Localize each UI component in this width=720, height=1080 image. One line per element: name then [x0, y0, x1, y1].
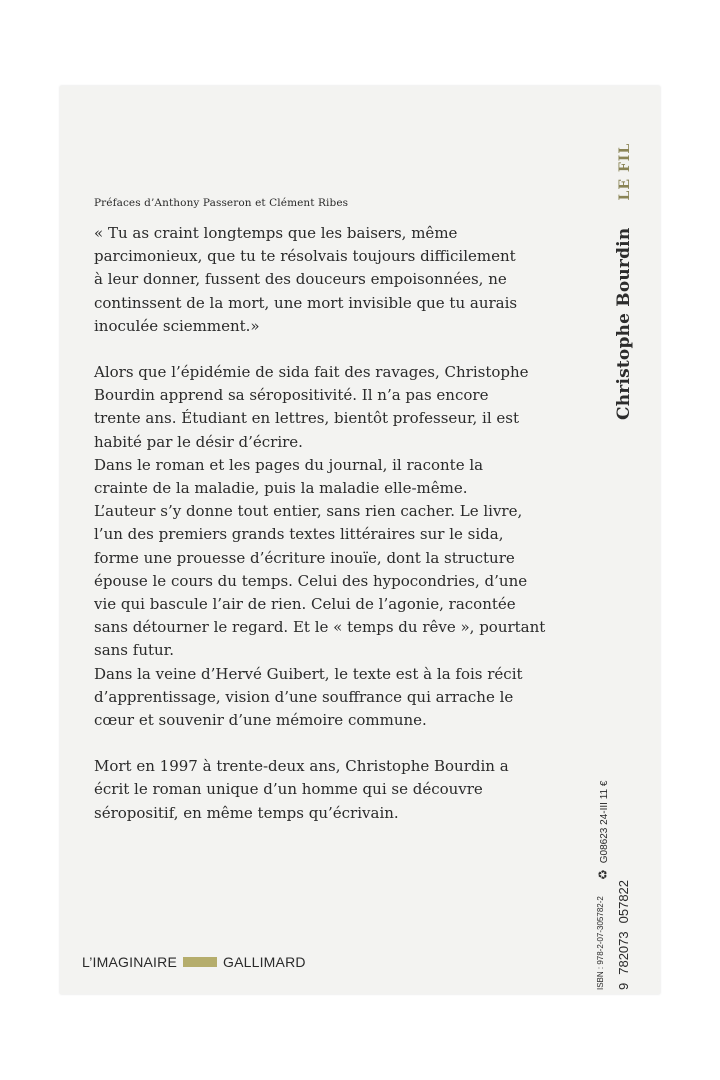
text-line: écrit le roman unique d’un homme qui se découvre	[94, 780, 483, 799]
text-line: continssent de la mort, une mort invisible que tu aurais	[94, 293, 518, 312]
isbn-number: ISBN : 978-2-07-305782-2	[596, 896, 605, 990]
spine-author: Christophe Bourdin	[614, 227, 634, 420]
summary-paragraph	[94, 361, 564, 732]
text-line: Dans la veine d’Hervé Guibert, le texte est à la fois récit	[94, 664, 523, 683]
quote-paragraph	[94, 222, 564, 338]
product-code: G08623 24-III 11 €	[599, 780, 610, 864]
text-line: sans futur.	[94, 641, 174, 660]
text-line: habité par le désir d’écrire.	[94, 432, 303, 451]
text-line: l’un des premiers grands textes littéraires sur le sida,	[94, 525, 504, 544]
collection-name: L’IMAGINAIRE	[82, 954, 177, 970]
text-line: vie qui bascule l’air de rien. Celui de l’agonie, racontée	[94, 595, 516, 614]
preface-credit: Préfaces d’Anthony Passeron et Clément Ribes	[94, 197, 349, 209]
text-line: forme une prouesse d’écriture inouïe, dont la structure	[94, 548, 515, 567]
text-line: inoculée sciemment.»	[94, 316, 260, 335]
author-paragraph	[94, 755, 564, 825]
text-line: Dans le roman et les pages du journal, il raconte la	[94, 455, 484, 474]
text-line: Mort en 1997 à trente-deux ans, Christophe Bourdin a	[94, 757, 509, 776]
text-line: épouse le cours du temps. Celui des hypocondries, d’une	[94, 571, 528, 590]
ean-digits	[616, 880, 631, 990]
price-code	[596, 781, 610, 880]
book-back-cover	[60, 86, 660, 994]
ean-digit-group: 9	[616, 982, 631, 990]
ean-digit-group: 057822	[616, 879, 631, 924]
recycling-icon: ♻	[596, 869, 610, 880]
text-line: sans détourner le regard. Et le « temps du rêve », pourtant	[94, 618, 546, 637]
text-line: à leur donner, fussent des douceurs empoisonnées, ne	[94, 270, 507, 289]
blurb	[94, 222, 564, 825]
publisher-name: GALLIMARD	[222, 954, 306, 970]
ean-digit-group: 782073	[616, 931, 631, 975]
spine-series: LE FIL	[617, 142, 633, 201]
publisher-imprint	[82, 954, 306, 970]
text-line: parcimonieux, que tu te résolvais toujours difficilement	[94, 247, 516, 266]
text-line: Bourdin apprend sa séropositivité. Il n’a pas encore	[94, 386, 489, 405]
publisher-logo-mark	[183, 957, 217, 967]
text-line: d’apprentissage, vision d’une souffrance qui arrache le	[94, 687, 514, 706]
barcode-block	[590, 726, 660, 996]
text-line: L’auteur s’y donne tout entier, sans rien cacher. Le livre,	[94, 502, 523, 521]
text-line: « Tu as craint longtemps que les baisers, même	[94, 224, 458, 242]
text-line: cœur et souvenir d’une mémoire commune.	[94, 711, 427, 730]
text-line: Alors que l’épidémie de sida fait des ravages, Christophe	[94, 363, 529, 382]
spine-text-zone	[600, 126, 660, 446]
text-line: séropositif, en même temps qu’écrivain.	[94, 803, 399, 822]
text-line: crainte de la maladie, puis la maladie elle-même.	[94, 479, 468, 498]
text-line: trente ans. Étudiant en lettres, bientôt professeur, il est	[94, 409, 519, 428]
